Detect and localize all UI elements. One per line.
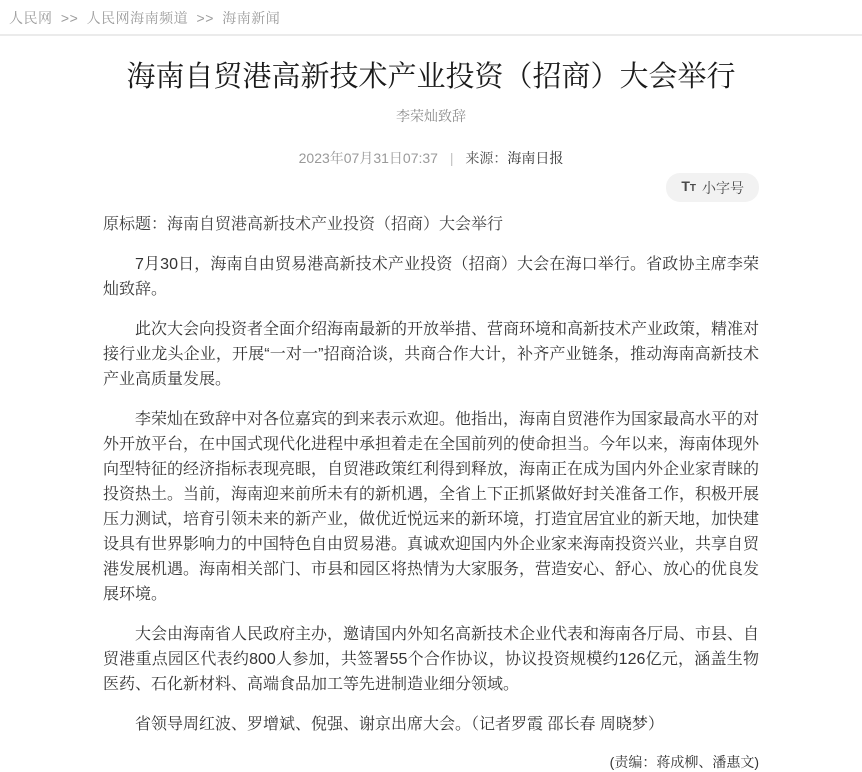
source-label: 来源：	[465, 150, 508, 166]
editors-credit: (责编：蒋成柳、潘惠文)	[609, 754, 759, 770]
article-paragraph: 李荣灿在致辞中对各位嘉宾的到来表示欢迎。他指出，海南自贸港作为国家最高水平的对外开放平台，在中国式现代化进程中承担着走在全国前列的使命担当。今年以来，海南体现外向型特征的经济指标表现亮眼，自贸港政策红利得到释放，海南正在成为国内外企业家青睐的投资热土。当前，海南迎来前所未有的新机遇，全省上下正抓紧做好封关准备工作，积极开展压力测试，培育引领未来的新产业，做优近悦远来的新环境，打造宜居宜业的新天地，加快建设具有世界影响力的中国特色自由贸易港。真诚欢迎国内外企业家来海南投资兴业，共享自贸港发展机遇。海南相关部门、市县和园区将热情为大家服务，营造安心、舒心、放心的优良发展环境。	[103, 411, 760, 603]
article-paragraph: 省领导周红波、罗增斌、倪强、谢京出席大会。（记者罗霞 邵长春 周晓梦）	[135, 716, 664, 733]
breadcrumb-separator: >>	[196, 10, 214, 26]
article-container	[103, 60, 759, 772]
article-paragraph: 此次大会向投资者全面介绍海南最新的开放举措、营商环境和高新技术产业政策，精准对接行业龙头企业，开展“一对一”招商洽谈，共商合作大计，补齐产业链条，推动海南高新技术产业高质量发展。	[103, 321, 760, 388]
article-paragraph: 7月30日，海南自由贸易港高新技术产业投资（招商）大会在海口举行。省政协主席李荣灿致辞。	[103, 256, 759, 298]
meta-separator: |	[449, 150, 454, 166]
source-link[interactable]: 海南日报	[507, 150, 564, 166]
header-divider	[0, 34, 862, 36]
article-toolbar	[103, 173, 759, 199]
font-size-toggle-button[interactable]	[666, 173, 759, 202]
publish-date: 2023年07月31日07:37	[298, 150, 438, 166]
breadcrumb-link-hainan-channel[interactable]: 人民网海南频道	[86, 10, 189, 26]
font-size-icon: TT	[681, 178, 696, 194]
article-body	[103, 212, 759, 737]
original-title-line: 原标题：海南自贸港高新技术产业投资（招商）大会举行	[103, 216, 504, 233]
breadcrumb	[0, 0, 862, 27]
font-size-toggle-label: 小字号	[702, 179, 744, 196]
breadcrumb-separator: >>	[60, 10, 79, 26]
article-paragraph: 大会由海南省人民政府主办，邀请国内外知名高新技术企业代表和海南各厅局、市县、自贸港重点园区代表约800人参加，共签署55个合作协议，协议投资规模约126亿元，涵盖生物医药、石化新材料、高端食品加工等先进制造业细分领域。	[103, 626, 760, 693]
article-meta	[103, 148, 759, 168]
article-subtitle: 李荣灿致辞	[396, 108, 466, 124]
breadcrumb-link-hainan-news[interactable]: 海南新闻	[222, 10, 281, 26]
breadcrumb-link-peoples-daily[interactable]: 人民网	[9, 10, 53, 26]
article-title: 海南自贸港高新技术产业投资（招商）大会举行	[126, 61, 736, 93]
